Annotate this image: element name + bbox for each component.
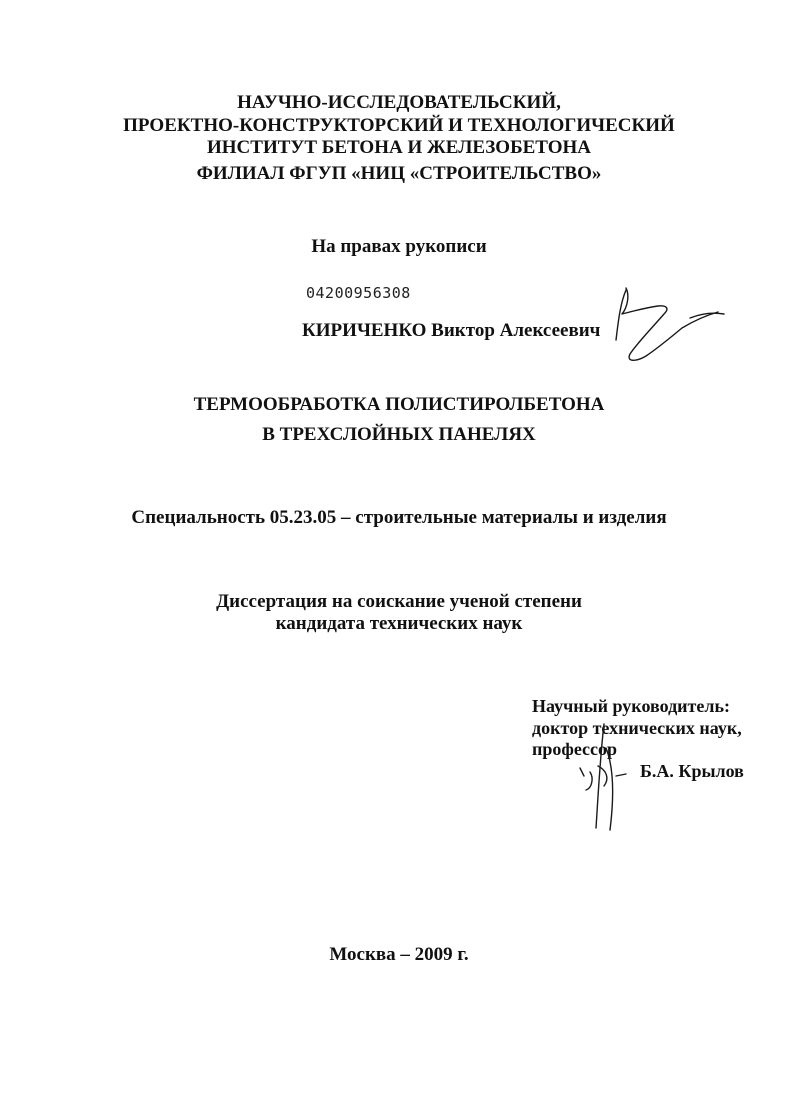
- supervisor-degree: доктор технических наук,: [532, 718, 742, 738]
- degree-line-1: Диссертация на соискание ученой степени: [216, 591, 582, 612]
- registration-number: 04200956308: [306, 284, 411, 302]
- dissertation-title-line-2: В ТРЕХСЛОЙНЫХ ПАНЕЛЯХ: [262, 424, 536, 445]
- institute-line-3: ИНСТИТУТ БЕТОНА И ЖЕЛЕЗОБЕТОНА: [207, 137, 591, 158]
- manuscript-note: На правах рукописи: [311, 236, 487, 257]
- supervisor-name: Б.А. Крылов: [640, 761, 744, 781]
- author-name: КИРИЧЕНКО Виктор Алексеевич: [302, 320, 601, 341]
- place-and-year: Москва – 2009 г.: [329, 944, 469, 965]
- supervisor-signature: [570, 718, 640, 833]
- supervisor-rank: профессор: [532, 739, 618, 759]
- author-signature: [600, 284, 730, 374]
- dissertation-title-line-1: ТЕРМООБРАБОТКА ПОЛИСТИРОЛБЕТОНА: [193, 394, 605, 415]
- specialty: Специальность 05.23.05 – строительные материалы и изделия: [131, 507, 667, 528]
- institute-line-2: ПРОЕКТНО-КОНСТРУКТОРСКИЙ И ТЕХНОЛОГИЧЕСКИЙ: [123, 115, 675, 136]
- institute-line-1: НАУЧНО-ИССЛЕДОВАТЕЛЬСКИЙ,: [237, 92, 561, 113]
- supervisor-role: Научный руководитель:: [532, 696, 730, 716]
- degree-line-2: кандидата технических наук: [275, 613, 523, 634]
- institute-branch: ФИЛИАЛ ФГУП «НИЦ «СТРОИТЕЛЬСТВО»: [196, 163, 602, 184]
